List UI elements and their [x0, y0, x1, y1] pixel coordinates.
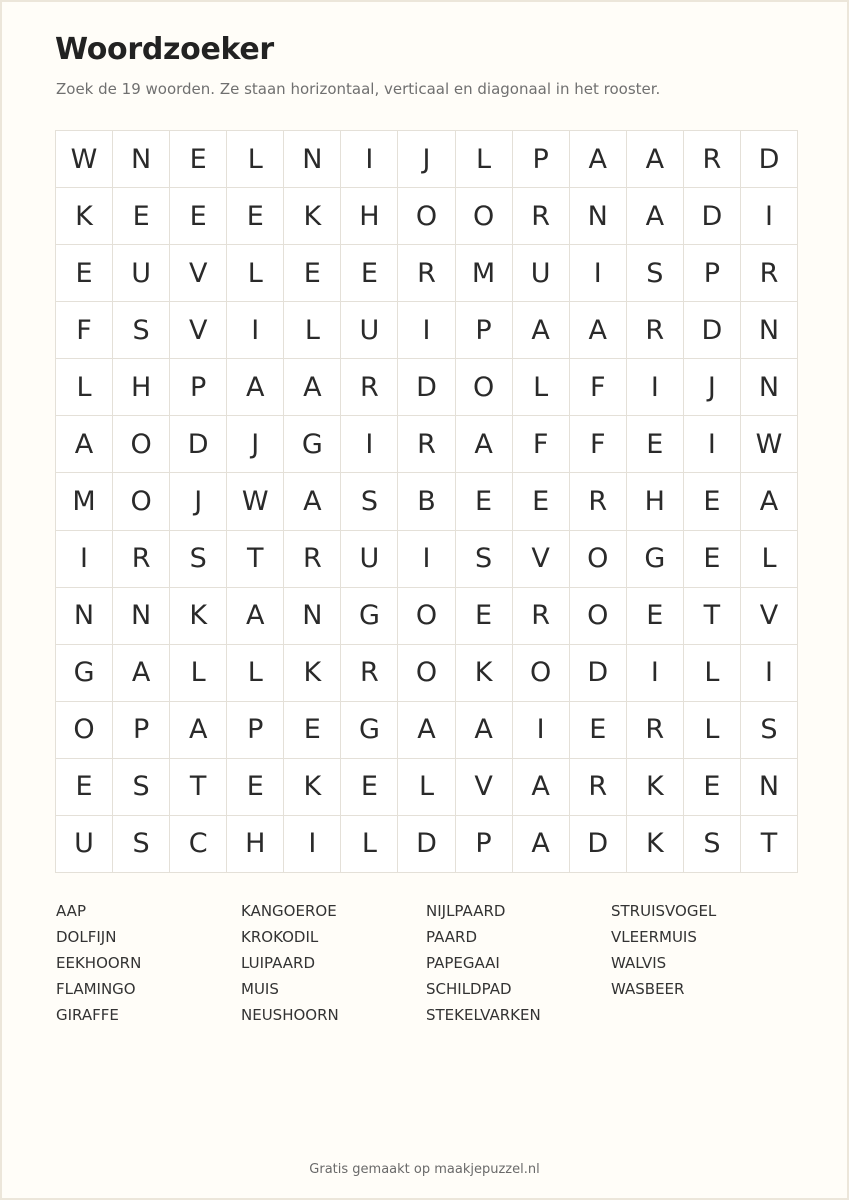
grid-cell[interactable]: V — [170, 302, 227, 359]
grid-cell[interactable]: N — [113, 131, 170, 188]
grid-cell[interactable]: I — [227, 302, 284, 359]
grid-cell[interactable]: S — [684, 816, 741, 873]
grid-cell[interactable]: A — [56, 416, 113, 473]
grid-cell[interactable]: W — [741, 416, 798, 473]
grid-cell[interactable]: L — [227, 131, 284, 188]
grid-cell[interactable]: R — [284, 531, 341, 588]
grid-cell[interactable]: E — [684, 473, 741, 530]
grid-cell[interactable]: T — [227, 531, 284, 588]
grid-cell[interactable]: K — [627, 759, 684, 816]
word-list-item: VLEERMUIS — [611, 928, 697, 946]
grid-cell[interactable]: J — [227, 416, 284, 473]
grid-cell[interactable]: E — [627, 588, 684, 645]
grid-cell[interactable]: V — [741, 588, 798, 645]
grid-cell[interactable]: N — [113, 588, 170, 645]
grid-cell[interactable]: A — [513, 759, 570, 816]
grid-cell[interactable]: H — [113, 359, 170, 416]
grid-cell[interactable]: I — [741, 645, 798, 702]
word-list-item: LUIPAARD — [241, 954, 316, 972]
grid-cell[interactable]: L — [227, 645, 284, 702]
grid-cell[interactable]: O — [398, 588, 455, 645]
grid-cell[interactable]: L — [684, 702, 741, 759]
grid-cell[interactable]: S — [627, 245, 684, 302]
grid-cell[interactable]: N — [741, 359, 798, 416]
word-list-item: AAP — [56, 902, 86, 920]
grid-cell[interactable]: H — [627, 473, 684, 530]
grid-cell[interactable]: E — [113, 188, 170, 245]
grid-cell[interactable]: R — [570, 473, 627, 530]
grid-cell[interactable]: L — [227, 245, 284, 302]
grid-cell[interactable]: B — [398, 473, 455, 530]
grid-cell[interactable]: V — [170, 245, 227, 302]
grid-cell[interactable]: L — [398, 759, 455, 816]
grid-cell[interactable]: S — [113, 759, 170, 816]
grid-cell[interactable]: G — [284, 416, 341, 473]
grid-cell[interactable]: A — [570, 131, 627, 188]
grid-cell[interactable]: E — [456, 473, 513, 530]
grid-cell[interactable]: J — [398, 131, 455, 188]
grid-cell[interactable]: O — [56, 702, 113, 759]
grid-cell[interactable]: U — [341, 302, 398, 359]
grid-cell[interactable]: R — [627, 302, 684, 359]
grid-cell[interactable]: P — [456, 302, 513, 359]
grid-cell[interactable]: I — [284, 816, 341, 873]
grid-cell[interactable]: K — [56, 188, 113, 245]
grid-cell[interactable]: K — [284, 759, 341, 816]
grid-cell[interactable]: L — [56, 359, 113, 416]
word-list-item: NEUSHOORN — [241, 1006, 339, 1024]
grid-cell[interactable]: E — [56, 759, 113, 816]
grid-cell[interactable]: U — [341, 531, 398, 588]
grid-cell[interactable]: S — [113, 302, 170, 359]
grid-cell[interactable]: D — [741, 131, 798, 188]
grid-cell[interactable]: W — [227, 473, 284, 530]
grid-cell[interactable]: T — [170, 759, 227, 816]
grid-cell[interactable]: E — [284, 702, 341, 759]
grid-cell[interactable]: K — [284, 188, 341, 245]
grid-cell[interactable]: F — [570, 416, 627, 473]
grid-cell[interactable]: E — [341, 759, 398, 816]
grid-cell[interactable]: R — [513, 588, 570, 645]
grid-cell[interactable]: U — [56, 816, 113, 873]
grid-cell[interactable]: U — [113, 245, 170, 302]
word-list-item: STRUISVOGEL — [611, 902, 717, 920]
grid-cell[interactable]: P — [170, 359, 227, 416]
grid-cell[interactable]: A — [227, 359, 284, 416]
grid-cell[interactable]: A — [398, 702, 455, 759]
grid-cell[interactable]: E — [341, 245, 398, 302]
grid-cell[interactable]: U — [513, 245, 570, 302]
grid-cell[interactable]: P — [227, 702, 284, 759]
grid-cell[interactable]: A — [741, 473, 798, 530]
grid-cell[interactable]: O — [398, 188, 455, 245]
grid-cell[interactable]: R — [570, 759, 627, 816]
grid-cell[interactable]: I — [684, 416, 741, 473]
grid-cell[interactable]: F — [513, 416, 570, 473]
grid-cell[interactable]: W — [56, 131, 113, 188]
grid-cell[interactable]: L — [341, 816, 398, 873]
grid-cell[interactable]: N — [741, 759, 798, 816]
grid-cell[interactable]: C — [170, 816, 227, 873]
grid-cell[interactable]: S — [170, 531, 227, 588]
grid-cell[interactable]: G — [341, 588, 398, 645]
word-list-item: DOLFIJN — [56, 928, 117, 946]
grid-cell[interactable]: G — [627, 531, 684, 588]
grid-cell[interactable]: A — [284, 473, 341, 530]
grid-cell[interactable]: L — [284, 302, 341, 359]
word-list-item: PAPEGAAI — [426, 954, 500, 972]
grid-cell[interactable]: O — [456, 188, 513, 245]
grid-cell[interactable]: I — [341, 416, 398, 473]
word-list-item: KANGOEROE — [241, 902, 337, 920]
grid-cell[interactable]: E — [570, 702, 627, 759]
grid-cell[interactable]: O — [113, 473, 170, 530]
grid-cell[interactable]: N — [284, 131, 341, 188]
grid-cell[interactable]: O — [570, 588, 627, 645]
word-list-item: STEKELVARKEN — [426, 1006, 541, 1024]
grid-cell[interactable]: M — [456, 245, 513, 302]
grid-cell[interactable]: E — [170, 131, 227, 188]
grid-cell[interactable]: P — [513, 131, 570, 188]
grid-cell[interactable]: E — [684, 759, 741, 816]
grid-cell[interactable]: E — [227, 759, 284, 816]
word-list-item: WALVIS — [611, 954, 667, 972]
grid-cell[interactable]: E — [513, 473, 570, 530]
grid-cell[interactable]: D — [398, 359, 455, 416]
grid-cell[interactable]: A — [513, 302, 570, 359]
grid-cell[interactable]: V — [513, 531, 570, 588]
grid-cell[interactable]: O — [513, 645, 570, 702]
grid-cell[interactable]: K — [284, 645, 341, 702]
grid-cell[interactable]: N — [284, 588, 341, 645]
grid-cell[interactable]: E — [284, 245, 341, 302]
grid-cell[interactable]: O — [113, 416, 170, 473]
grid-cell[interactable]: D — [170, 416, 227, 473]
word-list-item: PAARD — [426, 928, 477, 946]
grid-cell[interactable]: O — [456, 359, 513, 416]
grid-cell[interactable]: K — [456, 645, 513, 702]
grid-cell[interactable]: F — [56, 302, 113, 359]
grid-cell[interactable]: E — [627, 416, 684, 473]
grid-cell[interactable]: I — [513, 702, 570, 759]
grid-cell[interactable]: I — [398, 531, 455, 588]
grid-cell[interactable]: E — [170, 188, 227, 245]
word-list-item: GIRAFFE — [56, 1006, 119, 1024]
grid-cell[interactable]: I — [56, 531, 113, 588]
grid-cell[interactable]: K — [170, 588, 227, 645]
grid-cell[interactable]: O — [398, 645, 455, 702]
grid-cell[interactable]: L — [684, 645, 741, 702]
grid-cell[interactable]: S — [456, 531, 513, 588]
footer-credit: Gratis gemaakt op maakjepuzzel.nl — [309, 1162, 540, 1177]
grid-cell[interactable]: A — [113, 645, 170, 702]
page-title: Woordzoeker — [55, 32, 274, 67]
word-list-item: NIJLPAARD — [426, 902, 506, 920]
letter-grid — [55, 130, 798, 873]
word-list-item: WASBEER — [611, 980, 685, 998]
grid-cell[interactable]: A — [570, 302, 627, 359]
grid-cell[interactable]: R — [398, 245, 455, 302]
grid-cell[interactable]: L — [513, 359, 570, 416]
word-list-item: EEKHOORN — [56, 954, 142, 972]
grid-cell[interactable]: R — [113, 531, 170, 588]
grid-cell[interactable]: A — [284, 359, 341, 416]
grid-cell[interactable]: G — [341, 702, 398, 759]
grid-cell[interactable]: N — [741, 302, 798, 359]
grid-cell[interactable]: O — [570, 531, 627, 588]
grid-cell[interactable]: R — [341, 359, 398, 416]
grid-cell[interactable]: L — [456, 131, 513, 188]
page-subtitle: Zoek de 19 woorden. Ze staan horizontaal, verticaal en diagonaal in het rooster. — [56, 80, 661, 98]
grid-cell[interactable]: K — [627, 816, 684, 873]
grid-cell[interactable]: E — [227, 188, 284, 245]
grid-cell[interactable]: I — [341, 131, 398, 188]
grid-cell[interactable]: R — [684, 131, 741, 188]
grid-cell[interactable]: G — [56, 645, 113, 702]
grid-cell[interactable]: R — [627, 702, 684, 759]
grid-cell[interactable]: T — [741, 816, 798, 873]
grid-cell[interactable]: P — [456, 816, 513, 873]
grid-cell[interactable]: I — [741, 188, 798, 245]
grid-cell[interactable]: N — [56, 588, 113, 645]
grid-cell[interactable]: I — [398, 302, 455, 359]
word-list-item: SCHILDPAD — [426, 980, 512, 998]
grid-cell[interactable]: S — [113, 816, 170, 873]
grid-cell[interactable]: H — [227, 816, 284, 873]
grid-cell[interactable]: J — [684, 359, 741, 416]
grid-cell[interactable]: A — [627, 131, 684, 188]
grid-cell[interactable]: R — [513, 188, 570, 245]
grid-cell[interactable]: M — [56, 473, 113, 530]
grid-cell[interactable]: V — [456, 759, 513, 816]
grid-cell[interactable]: L — [741, 531, 798, 588]
word-list-item: KROKODIL — [241, 928, 319, 946]
grid-cell[interactable]: S — [341, 473, 398, 530]
grid-cell[interactable]: T — [684, 588, 741, 645]
grid-cell[interactable]: R — [398, 416, 455, 473]
grid-cell[interactable]: E — [684, 531, 741, 588]
grid-cell[interactable]: P — [684, 245, 741, 302]
grid-cell[interactable]: D — [398, 816, 455, 873]
grid-cell[interactable]: A — [456, 702, 513, 759]
grid-cell[interactable]: L — [170, 645, 227, 702]
grid-cell[interactable]: E — [456, 588, 513, 645]
grid-cell[interactable]: H — [341, 188, 398, 245]
grid-cell[interactable]: F — [570, 359, 627, 416]
word-list-item: MUIS — [241, 980, 279, 998]
grid-cell[interactable]: S — [741, 702, 798, 759]
grid-cell[interactable]: A — [627, 188, 684, 245]
grid-cell[interactable]: A — [227, 588, 284, 645]
grid-cell[interactable]: A — [170, 702, 227, 759]
grid-cell[interactable]: A — [456, 416, 513, 473]
grid-cell[interactable]: D — [570, 645, 627, 702]
grid-cell[interactable]: D — [684, 188, 741, 245]
grid-cell[interactable]: I — [627, 645, 684, 702]
grid-cell[interactable]: N — [570, 188, 627, 245]
grid-cell[interactable]: I — [627, 359, 684, 416]
grid-cell[interactable]: J — [170, 473, 227, 530]
grid-cell[interactable]: R — [341, 645, 398, 702]
grid-cell[interactable]: D — [684, 302, 741, 359]
grid-cell[interactable]: R — [741, 245, 798, 302]
grid-cell[interactable]: I — [570, 245, 627, 302]
word-list — [56, 900, 816, 1030]
grid-cell[interactable]: A — [513, 816, 570, 873]
grid-cell[interactable]: P — [113, 702, 170, 759]
grid-cell[interactable]: D — [570, 816, 627, 873]
word-list-item: FLAMINGO — [56, 980, 136, 998]
grid-cell[interactable]: E — [56, 245, 113, 302]
